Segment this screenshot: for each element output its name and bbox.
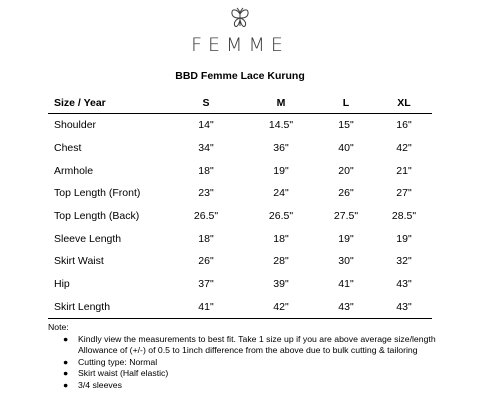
cell-m: 14.5" — [268, 119, 294, 132]
cell-xl: 32" — [396, 255, 412, 268]
note-text: Kindly view the measurements to best fit. Take 1 size up if you are above average size/length — [78, 333, 436, 344]
table-row — [48, 227, 432, 250]
header-xl: XL — [376, 93, 432, 114]
cell-l: 26" — [338, 187, 354, 200]
table-row — [48, 114, 432, 137]
notes-section — [48, 322, 468, 391]
cell-l: 19" — [338, 232, 354, 245]
table-row — [48, 250, 432, 273]
cell-m: 28" — [273, 255, 289, 268]
cell-xl: 28.5" — [391, 210, 417, 223]
bullet-icon: ● — [63, 356, 69, 367]
cell-s: 41" — [166, 296, 246, 319]
header-s: S — [166, 93, 246, 114]
cell-l: 15" — [338, 119, 354, 132]
cell-s: 37" — [198, 278, 214, 291]
cell-xl: 16" — [396, 119, 412, 132]
cell-s: 14" — [198, 119, 214, 132]
note-text: Cutting type: Normal — [78, 356, 158, 367]
cell-l: 27.5" — [333, 210, 359, 223]
cell-m: 19" — [273, 164, 289, 177]
cell-l: 20" — [338, 164, 354, 177]
cell-s: 18" — [198, 164, 214, 177]
note-text-continued: Allowance of (+/-) of 0.5 to 1inch difference from the above due to bulk cutting & tailoring — [78, 345, 418, 355]
cell-s: 26.5" — [193, 210, 219, 223]
cell-xl: 42" — [396, 142, 412, 155]
table-row — [48, 205, 432, 228]
cell-s: 23" — [198, 187, 214, 200]
cell-xl: 43" — [396, 278, 412, 291]
notes-list — [48, 334, 468, 392]
row-label: Sleeve Length — [54, 232, 122, 245]
table-row — [48, 182, 432, 205]
cell-xl: 19" — [396, 232, 412, 245]
row-label: Hip — [54, 278, 70, 291]
header-m: M — [246, 93, 316, 114]
bullet-icon: ● — [63, 333, 69, 344]
table-row — [48, 159, 432, 182]
cell-m: 26.5" — [268, 210, 294, 223]
header-size-year: Size / Year — [48, 93, 166, 114]
list-item — [48, 357, 468, 369]
cell-xl: 27" — [396, 187, 412, 200]
cell-s: 18" — [198, 232, 214, 245]
cell-l: 43" — [316, 296, 376, 319]
list-item — [48, 368, 468, 380]
row-label: Armhole — [54, 164, 94, 177]
cell-s: 34" — [198, 142, 214, 155]
cell-s: 26" — [198, 255, 214, 268]
butterfly-icon — [227, 6, 253, 32]
bullet-icon: ● — [63, 379, 69, 390]
document-title: BBD Femme Lace Kurung — [175, 70, 305, 82]
brand-header — [0, 6, 480, 56]
row-label: Top Length (Back) — [54, 210, 140, 223]
cell-m: 18" — [273, 232, 289, 245]
row-label: Shoulder — [54, 119, 97, 132]
table-header-row — [48, 93, 432, 114]
cell-m: 24" — [273, 187, 289, 200]
header-l: L — [316, 93, 376, 114]
row-label: Chest — [54, 142, 82, 155]
cell-m: 36" — [273, 142, 289, 155]
list-item — [48, 334, 468, 357]
table-row — [48, 137, 432, 160]
cell-m: 39" — [273, 278, 289, 291]
row-label: Skirt Length — [48, 296, 166, 319]
cell-xl: 43" — [376, 296, 432, 319]
note-text: 3/4 sleeves — [78, 379, 122, 390]
row-label: Top Length (Front) — [54, 187, 141, 200]
row-label: Skirt Waist — [54, 255, 104, 268]
note-text: Skirt waist (Half elastic) — [78, 368, 169, 378]
cell-m: 42" — [246, 296, 316, 319]
size-chart-table — [48, 93, 432, 319]
table-row — [48, 273, 432, 296]
cell-l: 40" — [338, 142, 354, 155]
bullet-icon: ● — [63, 368, 69, 378]
cell-l: 30" — [338, 255, 354, 268]
brand-name: FEMME — [191, 34, 289, 56]
notes-heading: Note: — [48, 322, 69, 332]
table-row — [48, 296, 432, 319]
list-item — [48, 380, 468, 392]
cell-l: 41" — [338, 278, 354, 291]
cell-xl: 21" — [396, 164, 412, 177]
